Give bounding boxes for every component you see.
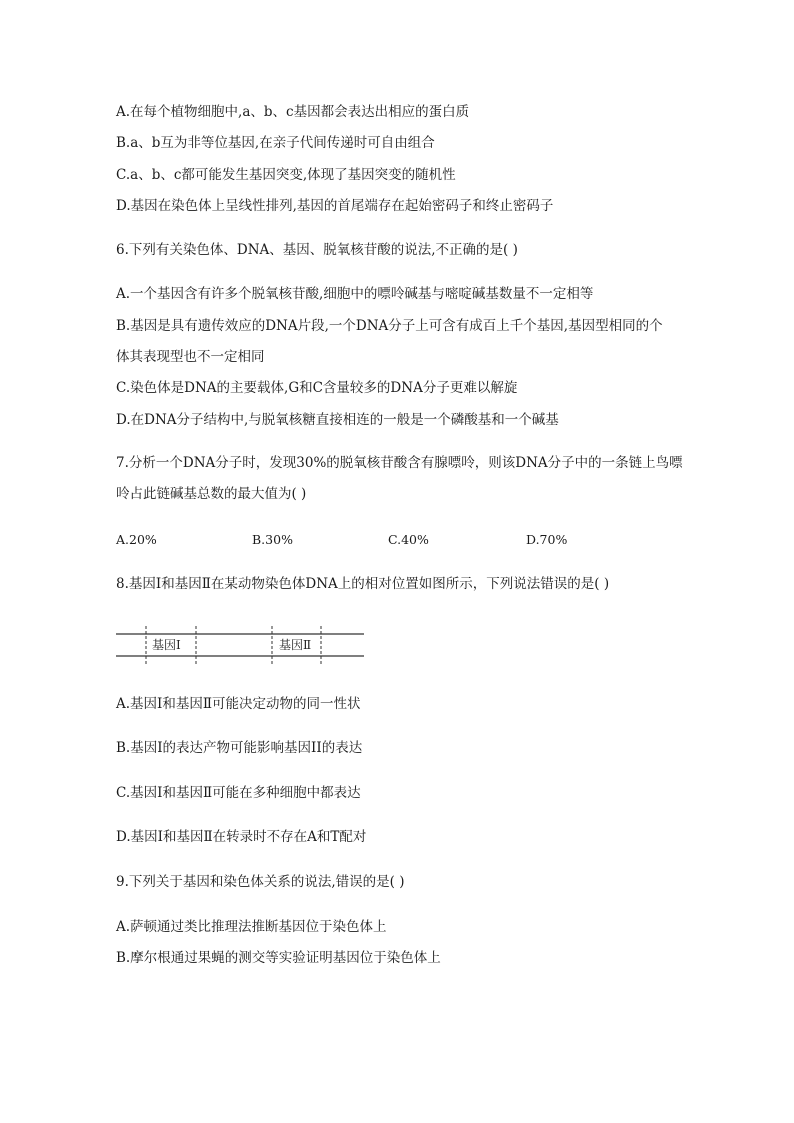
q6-option-b-line1: B.基因是具有遗传效应的DNA片段,一个DNA分子上可含有成百上千个基因,基因型相同的个 [116, 318, 663, 334]
gene2-label: 基因Ⅱ [279, 638, 312, 652]
q5-option-d: D.基因在染色体上呈线性排列,基因的首尾端存在起始密码子和终止密码子 [116, 198, 554, 214]
q6-stem: 6.下列有关染色体、DNA、基因、脱氧核苷酸的说法,不正确的是( ) [116, 242, 518, 258]
q8-option-b: B.基因Ⅰ的表达产物可能影响基因II的表达 [116, 740, 363, 756]
q7-stem-line2: 呤占此链碱基总数的最大值为( ) [116, 486, 307, 502]
q6-option-a: A.一个基因含有许多个脱氧核苷酸,细胞中的嘌呤碱基与嘧啶碱基数量不一定相等 [116, 286, 594, 302]
q7-option-c: C.40% [388, 532, 429, 547]
q6-option-b-line2: 体其表现型也不一定相同 [116, 349, 265, 365]
q7-option-d: D.70% [526, 532, 568, 547]
q5-option-a: A.在每个植物细胞中,a、b、c基因都会表达出相应的蛋白质 [116, 104, 470, 120]
q7-option-a: A.20% [116, 532, 157, 547]
q6-option-d: D.在DNA分子结构中,与脱氧核糖直接相连的一般是一个磷酸基和一个碱基 [116, 412, 559, 428]
q8-stem: 8.基因Ⅰ和基因Ⅱ在某动物染色体DNA上的相对位置如图所示，下列说法错误的是( ) [116, 576, 610, 592]
q7-option-b: B.30% [252, 532, 293, 547]
q5-option-b: B.a、b互为非等位基因,在亲子代间传递时可自由组合 [116, 135, 435, 151]
q8-option-c: C.基因Ⅰ和基因Ⅱ可能在多种细胞中都表达 [116, 785, 361, 801]
q9-option-a: A.萨顿通过类比推理法推断基因位于染色体上 [116, 919, 387, 935]
q7-stem-line1: 7.分析一个DNA分子时，发现30%的脱氧核苷酸含有腺嘌呤，则该DNA分子中的一条链上鸟嘌 [116, 455, 683, 471]
gene1-label: 基因Ⅰ [152, 638, 181, 652]
q8-option-a: A.基因Ⅰ和基因Ⅱ可能决定动物的同一性状 [116, 696, 361, 712]
q9-stem: 9.下列关于基因和染色体关系的说法,错误的是( ) [116, 874, 405, 890]
q9-option-b: B.摩尔根通过果蝇的测交等实验证明基因位于染色体上 [116, 950, 441, 966]
dna-gene-diagram [116, 622, 364, 668]
q8-option-d: D.基因Ⅰ和基因Ⅱ在转录时不存在A和T配对 [116, 829, 367, 845]
q6-option-c: C.染色体是DNA的主要载体,G和C含量较多的DNA分子更难以解旋 [116, 380, 518, 396]
q5-option-c: C.a、b、c都可能发生基因突变,体现了基因突变的随机性 [116, 167, 456, 183]
